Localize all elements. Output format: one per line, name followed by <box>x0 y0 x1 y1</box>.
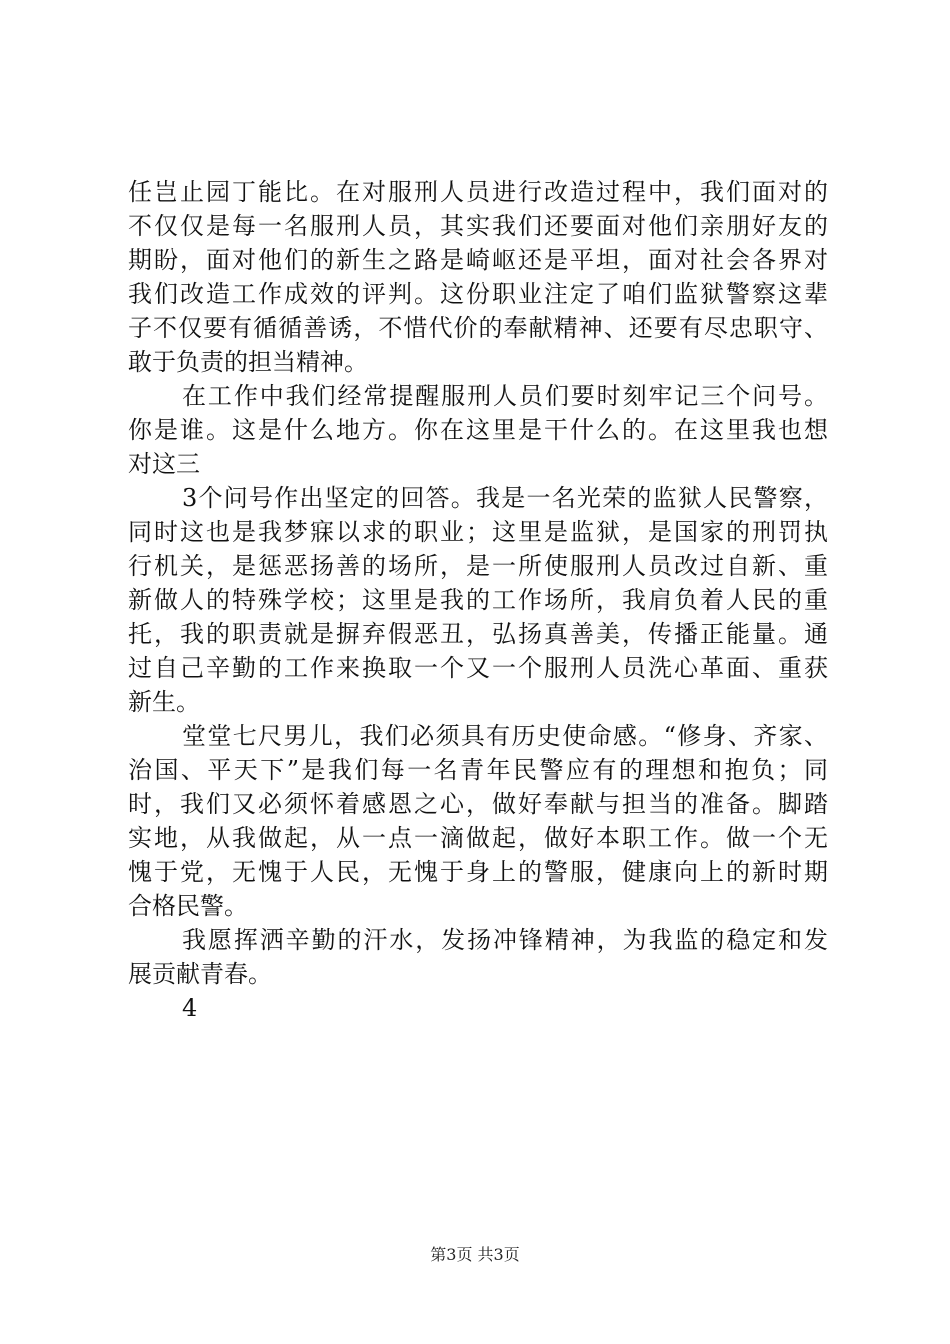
text-line: 新做人的特殊学校；这里是我的工作场所，我肩负着人民的重 <box>128 586 828 614</box>
text-line: 3个问号作出坚定的回答。我是一名光荣的监狱人民警察， <box>182 484 828 512</box>
text-line: 对这三 <box>128 450 200 478</box>
text-line: 展贡献青春。 <box>128 960 272 988</box>
text-line: 期盼，面对他们的新生之路是崎岖还是平坦，面对社会各界对 <box>128 246 828 274</box>
text-line: 任岂止园丁能比。在对服刑人员进行改造过程中，我们面对的 <box>128 178 828 206</box>
text-line: 合格民警。 <box>128 892 248 920</box>
text-line: 在工作中我们经常提醒服刑人员们要时刻牢记三个问号。 <box>182 382 828 410</box>
text-line: 堂堂七尺男儿，我们必须具有历史使命感。“修身、齐家、 <box>182 722 828 750</box>
text-line: 时，我们又必须怀着感恩之心，做好奉献与担当的准备。脚踏 <box>128 790 828 818</box>
text-line: 不仅仅是每一名服刑人员，其实我们还要面对他们亲朋好友的 <box>128 212 828 240</box>
page-footer: 第3页 共3页 <box>430 1245 520 1264</box>
text-line: 4 <box>182 994 198 1022</box>
text-line: 过自己辛勤的工作来换取一个又一个服刑人员洗心革面、重获 <box>128 654 828 682</box>
text-line: 子不仅要有循循善诱，不惜代价的奉献精神、还要有尽忠职守、 <box>128 314 828 342</box>
text-line: 你是谁。这是什么地方。你在这里是干什么的。在这里我也想 <box>128 416 828 444</box>
text-line: 我愿挥洒辛勤的汗水，发扬冲锋精神，为我监的稳定和发 <box>182 926 828 954</box>
text-line: 同时这也是我梦寐以求的职业；这里是监狱，是国家的刑罚执 <box>128 518 828 546</box>
text-line: 实地，从我做起，从一点一滴做起，做好本职工作。做一个无 <box>128 824 828 852</box>
text-line: 敢于负责的担当精神。 <box>128 348 368 376</box>
text-line: 托，我的职责就是摒弃假恶丑，弘扬真善美，传播正能量。通 <box>128 620 828 648</box>
text-line: 我们改造工作成效的评判。这份职业注定了咱们监狱警察这辈 <box>128 280 828 308</box>
body-text <box>128 175 828 1025</box>
text-line: 行机关，是惩恶扬善的场所，是一所使服刑人员改过自新、重 <box>128 552 828 580</box>
text-line: 新生。 <box>128 688 200 716</box>
text-line: 治国、平天下”是我们每一名青年民警应有的理想和抱负；同 <box>128 756 828 784</box>
text-line: 愧于党，无愧于人民，无愧于身上的警服，健康向上的新时期 <box>128 858 828 886</box>
